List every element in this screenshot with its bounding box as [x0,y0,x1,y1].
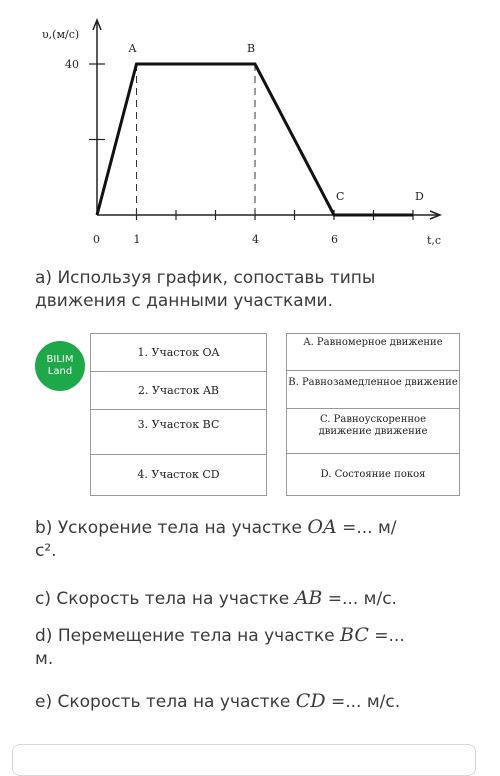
question-e-suffix: =... м/с. [325,692,401,712]
chart-marks [97,42,424,215]
segment-row: 1. Участок OA [91,334,266,372]
question-a [35,267,455,313]
segments-table [90,333,267,496]
question-c [35,587,465,611]
x-tick-label: 1 [133,233,141,246]
motion-type-row: C. Равноускоренное движение движение [287,410,459,454]
bilimland-logo [35,341,85,391]
point-label-b: B [247,42,256,55]
question-b [35,516,465,563]
x-tick-label: 6 [331,233,338,246]
question-b-prefix: b) Ускорение тела на участке [35,518,308,538]
velocity-time-graph [0,0,500,258]
x-axis-label: t,c [427,234,442,247]
question-d-suffix: =... [368,626,405,646]
question-c-math: AB [294,587,323,609]
logo-line1: BILIM [46,354,74,365]
question-e-math: CD [295,690,326,712]
question-c-suffix: =... м/с. [322,589,397,609]
question-b-suffix: =... м/ [336,518,397,538]
question-d-math: BC [340,624,369,646]
y-axis-label: υ,(м/с) [42,28,80,41]
motion-type-row: B. Равнозамедленное движение [287,372,459,409]
question-d [35,624,465,671]
motion-types-table [286,333,460,496]
logo-line2: Land [47,366,73,377]
segment-row: 2. Участок AB [91,372,266,410]
point-label-a: A [128,42,137,55]
question-d-prefix: d) Перемещение тела на участке [35,626,340,646]
motion-type-row: D. Состояние покоя [320,469,426,480]
motion-type-row: A. Равномерное движение [287,334,459,371]
segment-row: 4. Участок CD [137,468,220,481]
question-e [35,690,465,714]
x-tick-label: 4 [252,233,259,246]
point-label-d: D [415,190,424,203]
question-a-text: a) Используя график, сопоставь типы движения с данными участками. [35,268,376,311]
question-d-line2: м. [35,649,54,669]
question-e-prefix: e) Скорость тела на участке [35,692,296,712]
segment-row: 3. Участок BC [91,410,266,455]
point-label-c: C [336,190,345,203]
answer-input-box[interactable] [12,744,476,776]
question-b-math: OA [307,516,337,538]
question-b-line2: c². [35,541,57,561]
question-c-prefix: c) Скорость тела на участке [35,589,295,609]
y-tick-label: 40 [65,58,79,71]
x-tick-label: 0 [93,233,100,246]
